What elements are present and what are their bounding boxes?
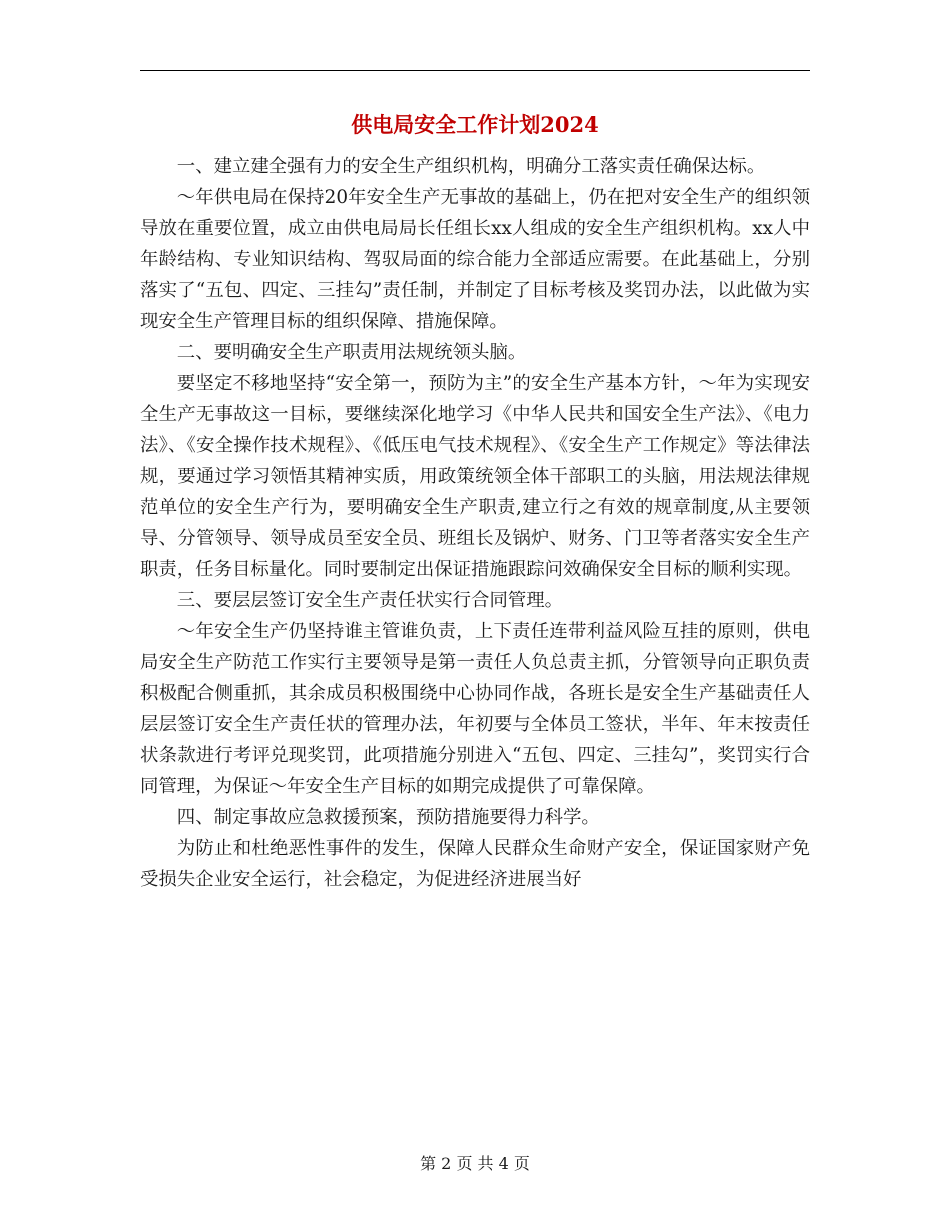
paragraph-section-3-body: ～年安全生产仍坚持谁主管谁负责，上下责任连带利益风险互挂的原则，供电局安全生产防范工作实行主要领导是第一责任人负总责主抓，分管领导向正职负责积极配合侧重抓，其余成员积极围绕中心协同作战，各班长是安全生产基础责任人层层签订安全生产责任状的管理办法，年初要与全体员工签状，半年、年末按责任状条款进行考评兑现奖罚，此项措施分别进入“五包、四定、三挂勾”，奖罚实行合同管理，为保证～年安全生产目标的如期完成提供了可靠保障。	[140, 621, 810, 797]
paragraph-section-2-heading: 二、要明确安全生产职责用法规统领头脑。	[176, 342, 527, 363]
paragraph-section-4-heading: 四、制定事故应急救援预案，预防措施要得力科学。	[176, 807, 600, 828]
document-body	[140, 151, 810, 895]
paragraph-section-2-body: 要坚定不移地坚持“安全第一，预防为主”的安全生产基本方针，～年为实现安全生产无事故这一目标，要继续深化地学习《中华人民共和国安全生产法》、《电力法》、《安全操作技术规程》、《低压电气技术规程》、《安全生产工作规定》等法律法规，要通过学习领悟其精神实质，用政策统领全体干部职工的头脑，用法规法律规范单位的安全生产行为，要明确安全生产职责,建立行之有效的规章制度,从主要领导、分管领导、领导成员至安全员、班组长及锅炉、财务、门卫等者落实安全生产职责，任务目标量化。同时要制定出保证措施跟踪问效确保安全目标的顺利实现。	[140, 373, 810, 580]
paragraph-section-1-heading: 一、建立建全强有力的安全生产组织机构，明确分工落实责任确保达标。	[176, 156, 766, 177]
header-rule	[140, 70, 810, 71]
paragraph-section-3-heading: 三、要层层签订安全生产责任状实行合同管理。	[176, 590, 564, 611]
paragraph-section-4-body: 为防止和杜绝恶性事件的发生，保障人民群众生命财产安全，保证国家财产免受损失企业安全运行，社会稳定，为促进经济进展当好	[140, 838, 810, 890]
paragraph-section-1-body: ～年供电局在保持20年安全生产无事故的基础上，仍在把对安全生产的组织领导放在重要位置，成立由供电局局长任组长xx人组成的安全生产组织机构。xx人中年龄结构、专业知识结构、驾驭局面的综合能力全部适应需要。在此基础上，分别落实了“五包、四定、三挂勾”责任制，并制定了目标考核及奖罚办法，以此做为实现安全生产管理目标的组织保障、措施保障。	[140, 187, 810, 332]
document-title: 供电局安全工作计划2024	[351, 112, 599, 137]
page-number-footer: 第 2 页 共 4 页	[420, 1154, 530, 1173]
